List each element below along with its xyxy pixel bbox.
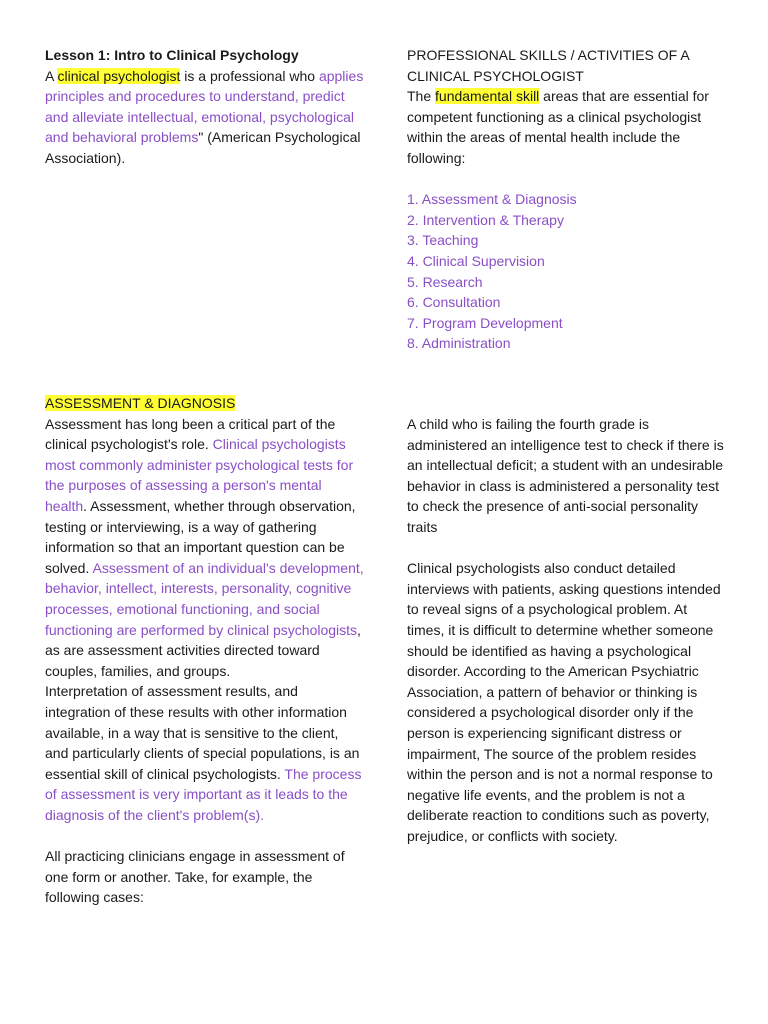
skills-list-item: 3. Teaching [407, 232, 479, 249]
skills-list-item: 6. Consultation [407, 294, 501, 311]
body-text: Assessment has long been a critical part of the clinical psychologist's role. [45, 415, 336, 453]
skills-list [407, 189, 727, 354]
intro-text: is a professional who [180, 67, 319, 84]
skills-section [407, 45, 727, 354]
skills-text: The [407, 88, 436, 105]
emphasis-text: Assessment of an individual's development, behavior, intellect, interests, personality, cognitive processes, emotional functioning, and social functioning are performed by clinical psychologists [45, 559, 364, 638]
body-text: Interpretation of assessment results, and integration of these results with other information available, in a way that is sensitive to the client, and particularly clients of special populations, is an essential skill of clinical psychologists. [45, 683, 360, 782]
skills-list-item: 2. Intervention & Therapy [407, 211, 564, 228]
section-heading-text: ASSESSMENT & DIAGNOSIS [45, 395, 236, 411]
emphasis-text: Clinical psychologists most commonly administer psychological tests for the purposes of assessing a person's mental health [45, 436, 354, 514]
skills-list-item: 4. Clinical Supervision [407, 252, 545, 269]
assessment-section [45, 393, 365, 908]
definition-text: applies principles and procedures to understand, predict and alleviate intellectual, emotional, psychological and behavioral problems [45, 67, 364, 146]
body-text: . Assessment, whether through observation, testing or interviewing, is a way of gathering information so that an important question can be solved. [45, 497, 356, 576]
examples-section [407, 414, 727, 846]
assessment-heading [45, 393, 365, 414]
lesson-title: Lesson 1: Intro to Clinical Psychology [45, 47, 299, 63]
body-text: , as are assessment activities directed toward couples, families, and groups. [45, 621, 361, 679]
skills-intro [407, 86, 727, 168]
interpretation-paragraph [45, 681, 365, 825]
child-example-paragraph: A child who is failing the fourth grade is administered an intelligence test to check if there is an intellectual deficit; a student with an undesirable behavior in class is administered a personality test to check the presence of anti-social personality traits [407, 416, 724, 535]
interviews-paragraph: Clinical psychologists also conduct detailed interviews with patients, asking questions intended to reveal signs of a psychological problem. At times, it is difficult to determine whether someone should be identified as having a psychological disorder. According to the American Psychiatric Association, a pattern of behavior or thinking is considered a psychological disorder only if the person is experiencing significant distress or impairment, The source of the problem resides within the person and is not a normal response to negative life events, and the problem is not a deliberate reaction to conditions such as poverty, prejudice, or conflicts with society. [407, 560, 721, 844]
highlighted-term: clinical psychologist [57, 67, 181, 84]
skills-list-item: 1. Assessment & Diagnosis [407, 191, 577, 208]
skills-text: areas that are essential for competent functioning as a clinical psychologist within the areas of mental health include the following: [407, 88, 709, 166]
citation-text: " (American Psychological Association). [45, 129, 361, 166]
intro-paragraph [45, 66, 365, 169]
assessment-paragraph [45, 414, 365, 682]
emphasis-text: The process of assessment is very important as it leads to the diagnosis of the client's problem(s). [45, 765, 362, 823]
highlighted-term: fundamental skill [435, 88, 540, 105]
intro-text: A [45, 67, 58, 84]
skills-list-item: 8. Administration [407, 335, 511, 352]
skills-heading: PROFESSIONAL SKILLS / ACTIVITIES OF A CLINICAL PSYCHOLOGIST [407, 47, 689, 84]
intro-section [45, 45, 365, 169]
skills-list-item: 7. Program Development [407, 314, 563, 331]
skills-list-item: 5. Research [407, 273, 483, 290]
cases-paragraph: All practicing clinicians engage in assessment of one form or another. Take, for example, the following cases: [45, 848, 345, 906]
